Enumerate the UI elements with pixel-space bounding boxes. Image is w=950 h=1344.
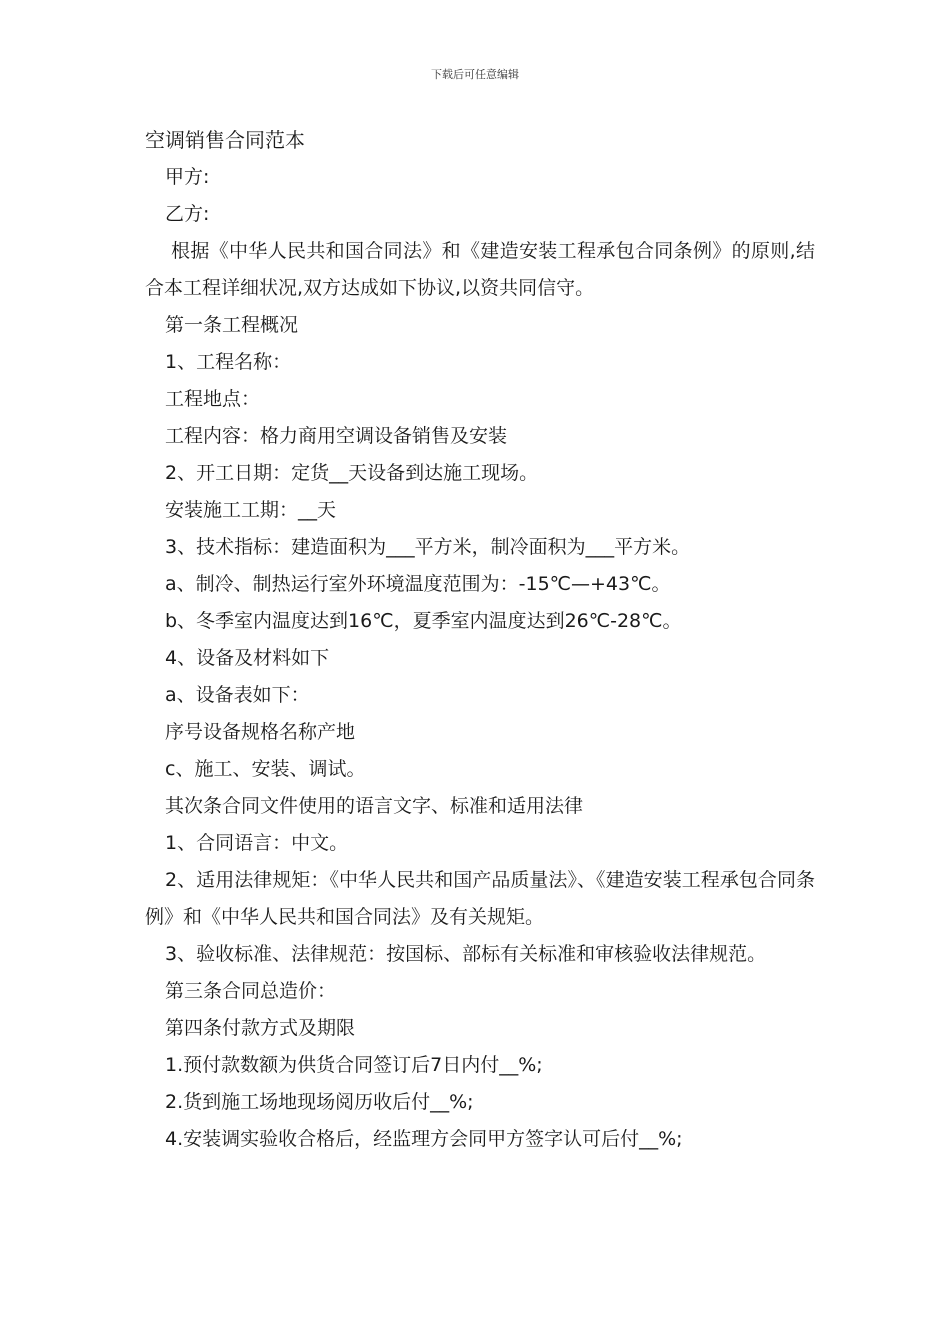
payment-item-2: 2.货到施工场地现场阅历收后付__%; [165,1091,474,1113]
payment-item-1: 1.预付款数额为供货合同签订后7日内付__%; [165,1054,543,1076]
construction-period-line: 安装施工工期：__天 [165,499,337,521]
acceptance-standard-paragraph: 3、验收标准、法律规范：按国标、部标有关标准和审核验收法律规范。 [165,943,767,965]
preamble-paragraph: 根据《中华人民共和国合同法》和《建造安装工程承包合同条例》的原则,结合本工程详细状况,双方达成如下协议,以资共同信守。 [145,240,815,299]
project-location-line: 工程地点： [165,388,261,410]
install-debug-line: c、施工、安装、调试。 [165,758,366,780]
equipment-table-line: a、设备表如下： [165,684,310,706]
project-content-line: 工程内容：格力商用空调设备销售及安装 [165,425,508,447]
party-b-line: 乙方: [165,203,210,225]
outdoor-temp-range-line: a、制冷、制热运行室外环境温度范围为：-15℃—+43℃。 [165,573,671,595]
article-1-heading: 第一条工程概况 [165,314,299,336]
article-4-heading: 第四条付款方式及期限 [165,1017,356,1039]
equipment-materials-line: 4、设备及材料如下 [165,647,330,669]
payment-item-4: 4.安装调实验收合格后，经监理方会同甲方签字认可后付__%; [165,1128,683,1150]
contract-language-line: 1、合同语言：中文。 [165,832,349,854]
party-a-line: 甲方: [165,166,210,188]
applicable-law-paragraph: 2、适用法律规矩：《中华人民共和国产品质量法》、《建造安装工程承包合同条例》和《中华人民共和国合同法》及有关规矩。 [145,869,815,928]
document-title: 空调销售合同范本 [145,128,305,152]
project-name-line: 1、工程名称： [165,351,292,373]
start-date-line: 2、开工日期：定货__天设备到达施工现场。 [165,462,539,484]
indoor-temp-line: b、冬季室内温度达到16℃，夏季室内温度达到26℃-28℃。 [165,610,682,632]
article-2-heading: 其次条合同文件使用的语言文字、标准和适用法律 [165,795,584,817]
page-header: 下载后可任意编辑 [431,68,519,81]
document-body [145,122,815,1158]
technical-index-line: 3、技术指标：建造面积为___平方米，制冷面积为___平方米。 [165,536,691,558]
equipment-columns-line: 序号设备规格名称产地 [165,721,356,743]
article-3-heading: 第三条合同总造价： [165,980,337,1002]
